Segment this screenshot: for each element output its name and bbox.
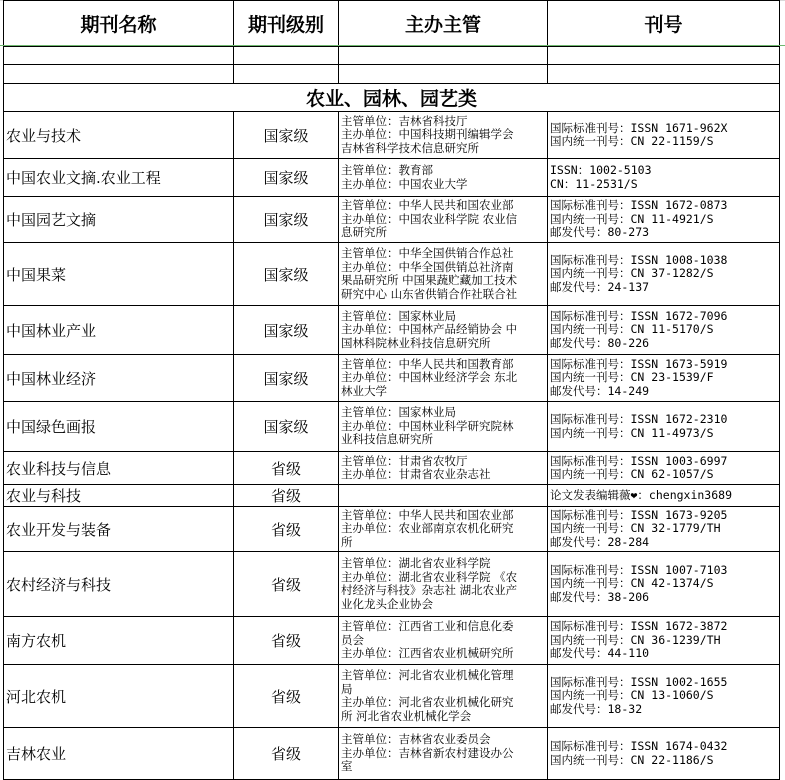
issn-line: CN：11-2531/S	[550, 176, 638, 191]
org-line: 所 河北省农业机械化学会	[341, 708, 472, 723]
issn-line: 国际标准刊号：ISSN 1672-2310	[550, 412, 728, 426]
org-line: 主办单位：江西省农业机械研究所	[341, 646, 514, 661]
journal-name-cell[interactable]: 农业与科技	[4, 485, 234, 507]
issn-line: 国际标准刊号：ISSN 1672-0873	[550, 198, 728, 213]
journal-name-cell[interactable]: 吉林农业	[4, 728, 234, 780]
journal-issn-cell[interactable]	[548, 402, 780, 452]
table-row	[4, 197, 780, 243]
org-line: 主办单位：吉林省新农村建设办公	[341, 745, 514, 760]
org-line: 所	[341, 534, 353, 549]
blank-row	[4, 65, 780, 84]
org-line: 业化龙头企业协会	[341, 596, 433, 611]
issn-line: 国内统一刊号：CN 23-1539/F	[550, 370, 714, 385]
issn-line: 国内统一刊号：CN 42-1374/S	[550, 576, 714, 591]
journal-table	[3, 0, 780, 780]
journal-issn-cell[interactable]	[548, 507, 780, 552]
table-row	[4, 665, 780, 728]
journal-org-cell[interactable]	[339, 617, 548, 665]
org-line: 主办单位：湖北省农业科学院 《农	[341, 569, 518, 584]
journal-name-cell[interactable]: 河北农机	[4, 665, 234, 728]
issn-line: 邮发代号：24-137	[550, 279, 650, 294]
issn-line: 国内统一刊号：CN 37-1282/S	[550, 266, 714, 281]
journal-name-cell[interactable]: 农业与技术	[4, 112, 234, 159]
org-line: 主办单位：河北省农业机械化研究	[341, 695, 514, 709]
issn-line: 国内统一刊号：CN 32-1779/TH	[550, 521, 721, 536]
org-line: 业科技信息研究所	[341, 432, 433, 447]
table-row	[4, 159, 780, 197]
org-line: 主办单位：中华全国供销总社济南	[341, 259, 514, 274]
blank-cell[interactable]	[339, 65, 548, 84]
journal-org-cell[interactable]	[339, 197, 548, 243]
org-line: 主管单位：中华人民共和国农业部	[341, 507, 514, 522]
journal-name-cell[interactable]: 中国果菜	[4, 243, 234, 306]
header-row	[4, 1, 780, 47]
issn-line: 国际标准刊号：ISSN 1002-1655	[550, 674, 728, 689]
org-line: 室	[341, 759, 353, 774]
journal-issn-cell[interactable]	[548, 306, 780, 355]
journal-name-cell[interactable]: 南方农机	[4, 617, 234, 665]
issn-line: 国际标准刊号：ISSN 1672-3872	[550, 619, 728, 634]
org-line: 主管单位：甘肃省农牧厅	[341, 453, 468, 468]
org-line: 主办单位：甘肃省农业杂志社	[341, 467, 491, 481]
journal-issn-cell[interactable]	[548, 665, 780, 728]
org-line: 果品研究所 中国果蔬贮藏加工技术	[341, 273, 518, 287]
issn-line: 国内统一刊号：CN 22-1186/S	[550, 752, 714, 767]
journal-issn-cell[interactable]	[548, 485, 780, 507]
journal-org-cell[interactable]	[339, 243, 548, 306]
org-line: 主管单位：湖北省农业科学院	[341, 556, 491, 570]
journal-level-cell[interactable]: 国家级	[234, 306, 339, 355]
org-line: 息研究所	[341, 225, 387, 240]
header-issn[interactable]: 刊号	[548, 1, 780, 47]
issn-line: 邮发代号：28-284	[550, 534, 650, 549]
table-row	[4, 552, 780, 617]
journal-name-cell[interactable]: 中国园艺文摘	[4, 197, 234, 243]
journal-level-cell[interactable]: 国家级	[234, 112, 339, 159]
header-org[interactable]: 主办主管	[339, 1, 548, 47]
org-line: 主办单位：中国农业科学院 农业信	[341, 211, 518, 226]
journal-issn-cell[interactable]	[548, 728, 780, 780]
journal-issn-cell[interactable]	[548, 552, 780, 617]
table-row	[4, 355, 780, 402]
org-line: 主管单位：中华人民共和国教育部	[341, 356, 514, 371]
journal-org-cell[interactable]	[339, 485, 548, 507]
org-line: 主管单位：河北省农业机械化管理	[341, 668, 514, 682]
blank-cell[interactable]	[234, 65, 339, 84]
journal-name-cell[interactable]: 中国林业经济	[4, 355, 234, 402]
issn-line: 邮发代号：44-110	[550, 646, 650, 661]
org-line: 主管单位：教育部	[341, 163, 433, 177]
journal-issn-cell[interactable]	[548, 355, 780, 402]
journal-name-cell[interactable]: 农村经济与科技	[4, 552, 234, 617]
blank-cell[interactable]	[548, 47, 780, 65]
journal-level-cell[interactable]: 省级	[234, 728, 339, 780]
journal-org-cell[interactable]	[339, 507, 548, 552]
journal-level-cell[interactable]: 省级	[234, 617, 339, 665]
issn-line: 国内统一刊号：CN 11-4921/S	[550, 211, 714, 226]
org-line: 吉林省科学技术信息研究所	[341, 140, 479, 155]
org-line: 主管单位：国家林业局	[341, 308, 456, 323]
org-line: 国林科院林业科技信息研究所	[341, 335, 491, 350]
issn-line: 国际标准刊号：ISSN 1003-6997	[550, 453, 728, 468]
journal-level-cell[interactable]: 省级	[234, 452, 339, 485]
issn-line: 邮发代号：80-273	[550, 225, 650, 240]
table-row	[4, 306, 780, 355]
header-level[interactable]: 期刊级别	[234, 1, 339, 47]
org-line: 主办单位：中国林业科学研究院林	[341, 418, 514, 433]
org-line: 主办单位：中国林业经济学会 东北	[341, 370, 518, 385]
journal-level-cell[interactable]: 省级	[234, 485, 339, 507]
issn-line: 国际标准刊号：ISSN 1673-9205	[550, 507, 728, 522]
issn-line: ISSN：1002-5103	[550, 163, 652, 177]
issn-line: 国内统一刊号：CN 11-4973/S	[550, 425, 714, 440]
org-line: 研究中心 山东省供销合作社联合社	[341, 286, 518, 301]
blank-cell[interactable]	[234, 47, 339, 65]
org-line: 主办单位：中国农业大学	[341, 176, 468, 191]
selection-line	[0, 45, 785, 46]
org-line: 主办单位：中国科技期刊编辑学会	[341, 127, 514, 142]
journal-issn-cell[interactable]	[548, 112, 780, 159]
issn-line: 国内统一刊号：CN 11-5170/S	[550, 322, 714, 337]
journal-name-cell[interactable]: 中国绿色画报	[4, 402, 234, 452]
journal-name-cell[interactable]: 农业开发与装备	[4, 507, 234, 552]
journal-level-cell[interactable]: 国家级	[234, 159, 339, 197]
issn-line: 国际标准刊号：ISSN 1672-7096	[550, 308, 728, 323]
table-row	[4, 617, 780, 665]
issn-line: 国际标准刊号：ISSN 1674-0432	[550, 739, 728, 753]
issn-line: 国际标准刊号：ISSN 1673-5919	[550, 356, 728, 371]
journal-name-cell[interactable]: 中国农业文摘.农业工程	[4, 159, 234, 197]
blank-cell[interactable]	[548, 65, 780, 84]
org-line: 主管单位：吉林省科技厅	[341, 113, 468, 128]
issn-line: 国内统一刊号：CN 22-1159/S	[550, 134, 714, 148]
journal-org-cell[interactable]	[339, 159, 548, 197]
org-line: 村经济与科技》杂志社 湖北农业产	[341, 583, 518, 597]
table-row	[4, 112, 780, 159]
issn-line: 国内统一刊号：CN 36-1239/TH	[550, 632, 721, 647]
blank-cell[interactable]	[339, 47, 548, 65]
org-line: 主管单位：吉林省农业委员会	[341, 732, 491, 747]
journal-issn-cell[interactable]	[548, 243, 780, 306]
org-line: 主管单位：中华人民共和国农业部	[341, 198, 514, 213]
org-line: 主管单位：国家林业局	[341, 405, 456, 420]
section-row	[4, 84, 780, 112]
journal-issn-cell[interactable]	[548, 159, 780, 197]
journal-org-cell[interactable]	[339, 552, 548, 617]
issn-line: 邮发代号：14-249	[550, 383, 650, 398]
issn-line: 国际标准刊号：ISSN 1007-7103	[550, 562, 728, 577]
journal-level-cell[interactable]: 国家级	[234, 402, 339, 452]
journal-org-cell[interactable]	[339, 665, 548, 728]
journal-level-cell[interactable]: 省级	[234, 552, 339, 617]
journal-org-cell[interactable]	[339, 728, 548, 780]
journal-org-cell[interactable]	[339, 452, 548, 485]
journal-level-cell[interactable]: 省级	[234, 507, 339, 552]
org-line: 主办单位：中国林产品经销协会 中	[341, 322, 518, 337]
table-row	[4, 452, 780, 485]
blank-row	[4, 47, 780, 65]
journal-level-cell[interactable]: 省级	[234, 665, 339, 728]
journal-org-cell[interactable]	[339, 306, 548, 355]
org-line: 员会	[341, 632, 364, 647]
issn-line: 邮发代号：38-206	[550, 589, 650, 604]
journal-org-cell[interactable]	[339, 112, 548, 159]
issn-line: 论文发表编辑薇❤：chengxin3689	[550, 487, 733, 502]
journal-level-cell[interactable]: 国家级	[234, 355, 339, 402]
journal-level-cell[interactable]: 国家级	[234, 243, 339, 306]
issn-line: 国际标准刊号：ISSN 1008-1038	[550, 252, 728, 267]
table-row	[4, 728, 780, 780]
journal-issn-cell[interactable]	[548, 617, 780, 665]
journal-org-cell[interactable]	[339, 402, 548, 452]
journal-level-cell[interactable]: 国家级	[234, 197, 339, 243]
issn-line: 邮发代号：80-226	[550, 335, 650, 350]
table-row	[4, 507, 780, 552]
org-line: 主管单位：中华全国供销合作总社	[341, 246, 514, 260]
journal-name-cell[interactable]: 中国林业产业	[4, 306, 234, 355]
org-line: 林业大学	[341, 383, 387, 398]
blank-cell[interactable]	[4, 65, 234, 84]
table-row	[4, 485, 780, 507]
org-line: 局	[341, 681, 353, 696]
org-line: 主管单位：江西省工业和信息化委	[341, 619, 514, 634]
journal-issn-cell[interactable]	[548, 197, 780, 243]
issn-line: 邮发代号：18-32	[550, 701, 643, 716]
section-title[interactable]: 农业、园林、园艺类	[4, 84, 780, 112]
issn-line: 国内统一刊号：CN 13-1060/S	[550, 688, 714, 703]
blank-cell[interactable]	[4, 47, 234, 65]
journal-issn-cell[interactable]	[548, 452, 780, 485]
org-line: 主办单位：农业部南京农机化研究	[341, 521, 514, 536]
table-row	[4, 243, 780, 306]
issn-line: 国际标准刊号：ISSN 1671-962X	[550, 120, 728, 135]
journal-name-cell[interactable]: 农业科技与信息	[4, 452, 234, 485]
header-name[interactable]: 期刊名称	[4, 1, 234, 47]
journal-org-cell[interactable]	[339, 355, 548, 402]
issn-line: 国内统一刊号：CN 62-1057/S	[550, 467, 714, 481]
table-row	[4, 402, 780, 452]
